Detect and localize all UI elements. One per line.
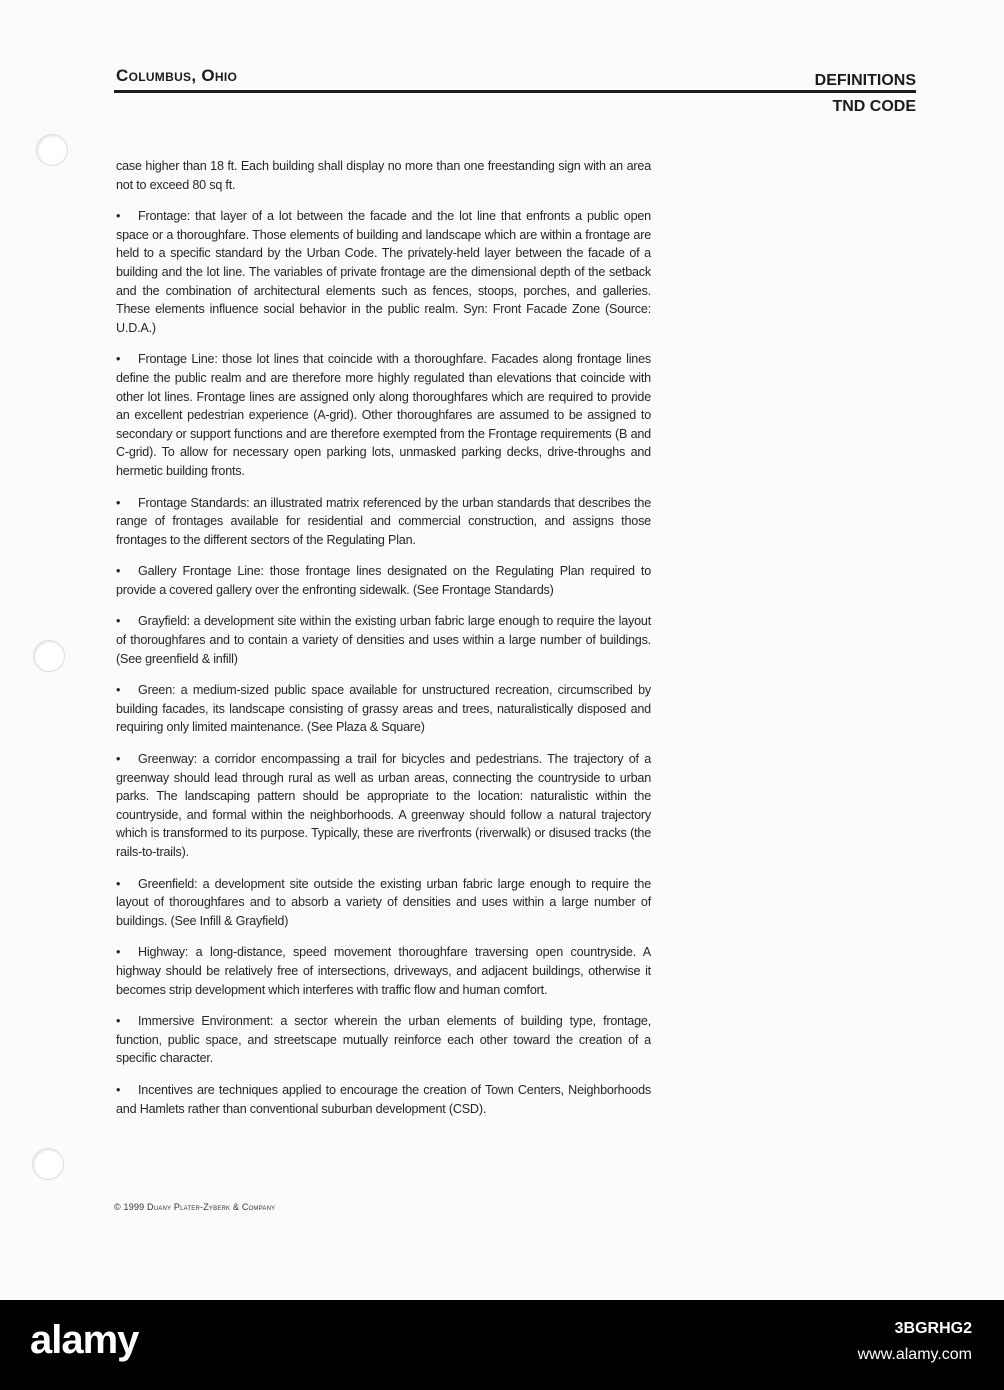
definition-greenfield: • Greenfield: a development site outside the existing urban fabric large enough to require the layout of thoroughfares and to absorb a variety of densities and uses within a large number of buildings. (See Infill & Grayfield) [116, 876, 651, 928]
definition-incentives: • Incentives are techniques applied to encourage the creation of Town Centers, Neighborhoods and Hamlets rather than conventional suburban development (CSD). [116, 1082, 651, 1116]
site-url: www.alamy.com [857, 1346, 972, 1363]
watermark-banner [0, 1300, 1004, 1390]
definition-frontage-line: • Frontage Line: those lot lines that coincide with a thoroughfare. Facades along frontage lines define the public realm and are therefore more highly regulated than elevations that coincide with other lot lines. Frontage lines are assigned only along thoroughfares which are required to provide an excellent pedestrian experience (A-grid). Other thoroughfares are assumed to be assigned to secondary or support functions and are therefore exempted from the Frontage requirements (B and C-grid). To allow for necessary open parking lots, unmasked parking decks, drive-throughs and hermetic building fronts. [116, 352, 651, 478]
alamy-logo: alamy [30, 1318, 139, 1362]
paragraph-continuation: case higher than 18 ft. Each building shall display no more than one freestanding sign with an area not to exceed 80 sq ft. [116, 159, 651, 192]
binder-hole-bottom [32, 1148, 64, 1180]
copyright-footer: © 1999 Duany Plater-Zyberk & Company [114, 1202, 276, 1212]
binder-hole-middle [33, 640, 65, 672]
image-id: 3BGRHG2 [894, 1320, 972, 1337]
definition-gallery-frontage-line: • Gallery Frontage Line: those frontage lines designated on the Regulating Plan required to provide a covered gallery over the enfronting sidewalk. (See Frontage Standards) [116, 564, 651, 597]
binder-hole-top [36, 134, 68, 166]
definitions-body [116, 157, 651, 1131]
header-rule [114, 90, 916, 93]
definition-frontage: • Frontage: that layer of a lot between the facade and the lot line that enfronts a public open space or a thoroughfare. Those elements of building and landscape which are within a frontage are held to a specific standard by the Urban Code. The privately-held layer between the facade of a building and the lot line. The variables of private frontage are the dimensional depth of the setback and the combination of architectural elements such as fences, stoops, porches, and galleries. These elements influence social behavior in the public realm. Syn: Front Facade Zone (Source: U.D.A.) [116, 209, 651, 335]
definition-green: • Green: a medium-sized public space available for unstructured recreation, circumscribed by building facades, its landscape consisting of grassy areas and trees, naturalistically disposed and requiring only limited maintenance. (See Plaza & Square) [116, 683, 651, 735]
definition-greenway: • Greenway: a corridor encompassing a trail for bicycles and pedestrians. The trajectory of a greenway should lead through rural as well as urban areas, connecting the countryside to urban parks. The landscaping pattern should be appropriate to the location: naturalistic within the countryside, and formal within the neighborhoods. A greenway should follow a natural trajectory which is transformed to its purpose. Typically, these are riverfronts (riverwalk) or disused tracks (the rails-to-trails). [116, 752, 651, 859]
definition-grayfield: • Grayfield: a development site within the existing urban fabric large enough to require the layout of thoroughfares and to contain a variety of densities and uses within a large number of buildings. (See greenfield & infill) [116, 614, 651, 666]
definition-frontage-standards: • Frontage Standards: an illustrated matrix referenced by the urban standards that describes the range of frontages available for residential and commercial construction, and assigns those frontages to the different sectors of the Regulating Plan. [116, 495, 651, 547]
definition-immersive-environment: • Immersive Environment: a sector wherein the urban elements of building type, frontage, function, public space, and streetscape mutually reinforce each other toward the creation of a specific character. [116, 1014, 651, 1066]
header-right [815, 72, 916, 116]
header-title: DEFINITIONS [814, 72, 916, 89]
header-subtitle: TND CODE [832, 98, 916, 115]
header-location: Columbus, Ohio [116, 66, 238, 85]
definition-highway: • Highway: a long-distance, speed movement thoroughfare traversing open countryside. A highway should be relatively free of intersections, driveways, and adjacent buildings, otherwise it becomes strip development which interferes with traffic flow and human comfort. [116, 945, 651, 997]
